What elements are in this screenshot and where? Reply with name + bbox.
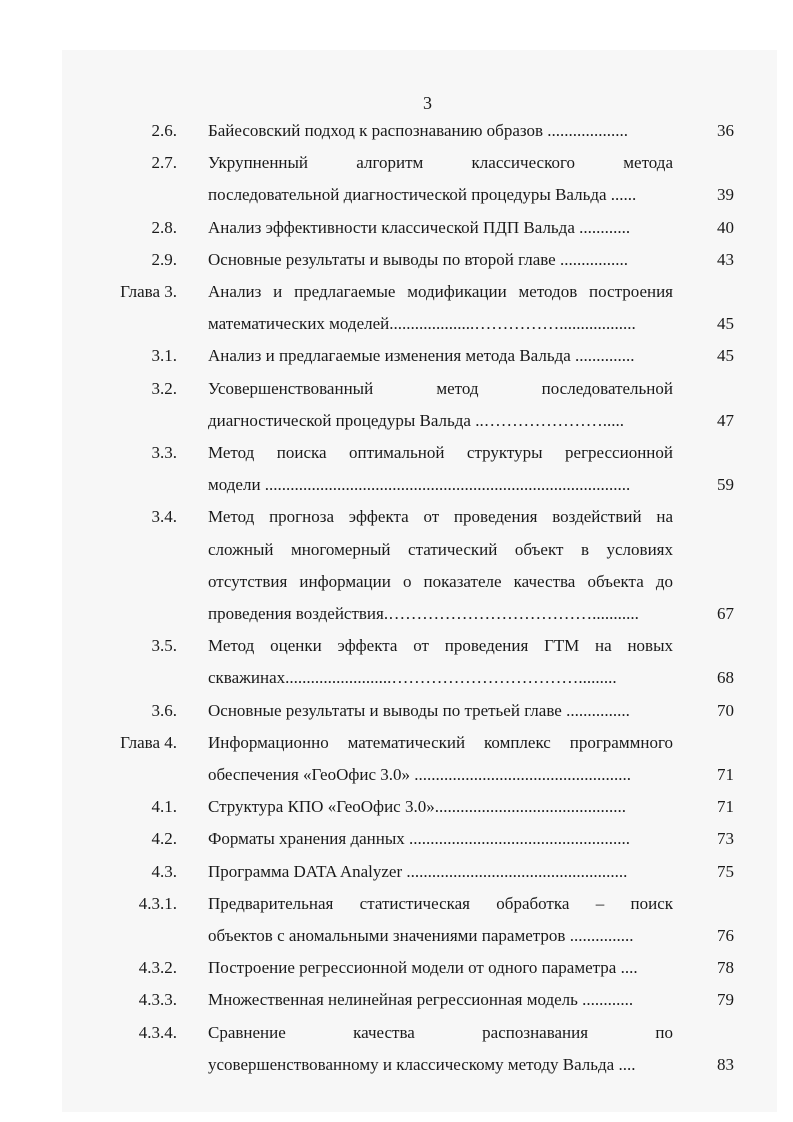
toc-entry-title-line: Байесовский подход к распознаванию образов ...................: [208, 121, 629, 140]
toc-entry-title-line: Предварительная статистическая обработка – поиск: [208, 893, 673, 913]
toc-entry-title-line: Усовершенствованный метод последовательной: [208, 378, 673, 398]
toc-entry-page: 70: [717, 700, 734, 720]
toc-entry-page: 71: [717, 797, 734, 817]
toc-entry-page: 71: [717, 764, 734, 784]
toc-entry-number: 3.5.: [151, 636, 177, 656]
toc-entry-number: Глава 4.: [120, 732, 177, 752]
toc-entry-number: 3.4.: [151, 507, 177, 527]
toc-entry-page: 39: [717, 185, 734, 205]
toc-entry-title-line: Сравнение качества распознавания по: [208, 1022, 673, 1042]
toc-entry-title-line: Анализ и предлагаемые изменения метода Вальда ..............: [208, 346, 635, 366]
toc-entry-title-line: Программа DATA Analyzer ....................................................: [208, 861, 628, 881]
toc-entry-title-line: Форматы хранения данных ....................................................: [208, 829, 631, 849]
toc-entry-number: 2.9.: [151, 249, 177, 269]
toc-entry-number: 3.3.: [151, 443, 177, 462]
toc-entry-title-line: усовершенствованному и классическому методу Вальда ....: [208, 1054, 636, 1074]
toc-entry-page: 47: [717, 410, 734, 430]
toc-entry-title-line: Метод прогноза эффекта от проведения воздействий на: [208, 507, 673, 527]
toc-entry-page: 68: [717, 668, 734, 688]
toc-entry-number: 4.3.2.: [138, 958, 177, 978]
toc-entry-title-line: Информационно математический комплекс программного: [208, 732, 673, 752]
page-number: 3: [423, 93, 432, 113]
toc-entry-title-line: диагностической процедуры Вальда ..………………….....: [208, 410, 624, 430]
toc-entry-title-line: сложный многомерный статический объект в условиях: [208, 539, 673, 559]
toc-entry-number: 4.2.: [151, 829, 177, 849]
toc-entry-title-line: Метод оценки эффекта от проведения ГТМ на новых: [208, 636, 673, 656]
toc-entry-number: 4.3.1.: [138, 893, 177, 913]
toc-entry-number: 4.1.: [151, 797, 177, 817]
toc-entry-page: 45: [717, 346, 734, 366]
toc-entry-title-line: Укрупненный алгоритм классического метода: [208, 153, 673, 173]
toc-entry-title-line: Построение регрессионной модели от одного параметра ....: [208, 958, 638, 978]
toc-entry-page: 75: [717, 861, 734, 881]
toc-entry-number: 2.7.: [151, 153, 177, 173]
toc-entry-page: 76: [717, 925, 734, 945]
toc-entry-page: 79: [717, 990, 734, 1010]
toc-entry-number: 2.8.: [151, 217, 177, 237]
toc-entry-number: 2.6.: [151, 121, 177, 140]
toc-entry-number: 3.2.: [151, 378, 177, 398]
toc-entry-number: 3.6.: [151, 700, 177, 720]
toc-entry-title-line: отсутствия информации о показателе качества объекта до: [208, 571, 673, 591]
toc-entry-title-line: Структура КПО «ГеоОфис 3.0».............................................: [208, 797, 626, 817]
toc-entry-title-line: Основные результаты и выводы по третьей главе ...............: [208, 700, 630, 720]
toc-entry-title-line: последовательной диагностической процедуры Вальда ......: [208, 185, 637, 205]
toc-entry-number: 4.3.3.: [138, 990, 177, 1010]
toc-entry-title-line: математических моделей....................……………..................: [208, 314, 636, 334]
toc-entry-number: 4.3.: [151, 861, 177, 881]
toc-entry-title-line: объектов с аномальными значениями параметров ...............: [208, 925, 634, 945]
toc-entry-number: Глава 3.: [120, 282, 177, 301]
toc-entry-page: 67: [717, 603, 734, 623]
toc-entry-title-line: Анализ эффективности классической ПДП Вальда ............: [208, 217, 631, 237]
toc-entry-title-line: проведения воздействия.………………………………...........: [208, 603, 639, 623]
toc-entry-title-line: обеспечения «ГеоОфис 3.0» ...................................................: [208, 764, 632, 784]
toc-entry-title-line: Анализ и предлагаемые модификации методов построения: [208, 282, 673, 301]
toc-entry-page: 83: [717, 1054, 734, 1074]
toc-entry-title-line: Метод поиска оптимальной структуры регрессионной: [208, 443, 673, 462]
toc-entry-page: 43: [717, 249, 734, 269]
toc-entry-page: 78: [717, 958, 734, 978]
toc-entry-page: 59: [717, 475, 734, 495]
toc-entry-page: 45: [717, 314, 734, 334]
toc-entry-page: 40: [717, 217, 734, 237]
toc-entry-title-line: Основные результаты и выводы по второй главе ................: [208, 249, 628, 269]
toc-entry-number: 4.3.4.: [138, 1022, 177, 1042]
toc-entry-page: 36: [717, 121, 734, 140]
toc-entry-title-line: Множественная нелинейная регрессионная модель ............: [208, 990, 634, 1010]
toc-entry-title-line: скважинах.........................…………………………….........: [208, 668, 617, 688]
toc-entry-page: 73: [717, 829, 734, 849]
toc-entry-number: 3.1.: [151, 346, 177, 366]
toc-entry-title-line: модели ......................................................................................: [208, 475, 631, 495]
